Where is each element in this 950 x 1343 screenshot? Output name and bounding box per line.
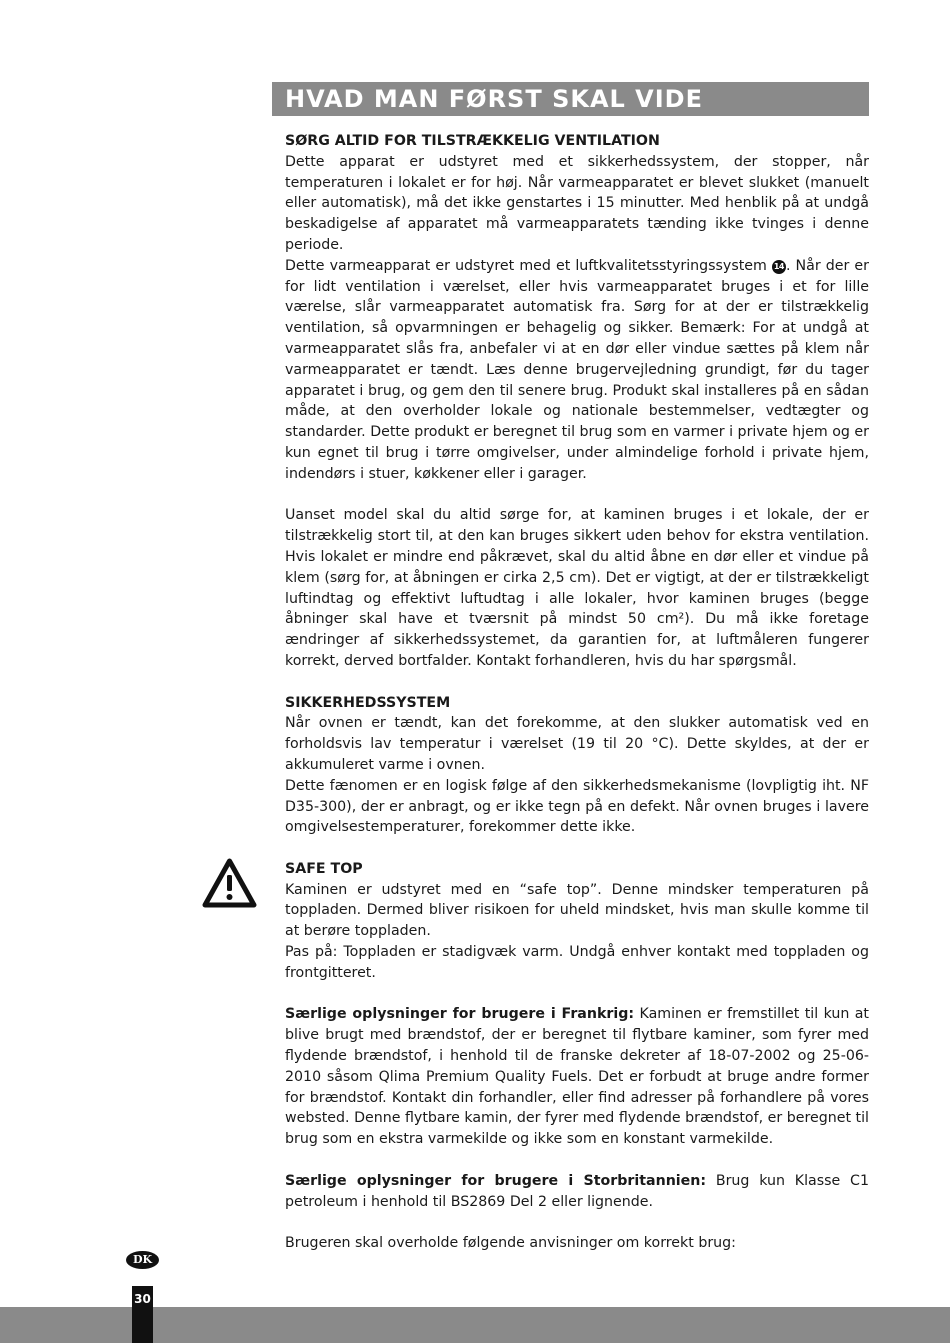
france-info-text: Kaminen er fremstillet til kun at blive brugt med brændstof, der er beregnet til flytbare kaminer, som fyrer med flydende brændstof, i henhold til de franske dekreter af 18-07-2002 og 25-06-2010 såsom Qlima Premium Quality Fuels. Det er forbudt at bruge andre former for brændstof. Kontakt din forhandler, eller find adresser på forhandlere på vores websted. Denne flytbare kamin, der fyrer med flydende brændstof, er beregnet til brug som en ekstra varmekilde og ikke som en konstant varmekilde. — [285, 1006, 869, 1148]
safety-system-heading: SIKKERHEDSSYSTEM — [285, 694, 451, 711]
safe-top-paragraph-1: Kaminen er udstyret med en “safe top”. Denne mindsker temperaturen på toppladen. Dermed bliver risikoen for uheld mindsket, hvis man skulle komme til at berøre toppladen. — [285, 881, 869, 940]
safety-paragraph-2: Dette fænomen er en logisk følge af den sikkerhedsmekanisme (lovpligtig iht. NF D35-300), der er anbragt, og er ikke tegn på en defekt. Når ovnen bruges i lavere omgivelsestemperaturer, forekommer dette ikke. — [285, 777, 869, 836]
france-info-paragraph — [285, 1004, 869, 1150]
ventilation-paragraph-3: Uanset model skal du altid sørge for, at kaminen bruges i et lokale, der er tilstrækkelig stort til, at den kan bruges sikkert uden behov for ekstra ventilation. Hvis lokalet er mindre end påkrævet, skal du altid åbne en dør eller et vindue på klem (sørg for, at åbningen er cirka 2,5 cm). Det er vigtigt, at der er tilstrækkeligt luftindtag og effektivt luftudtag i alle lokaler, hvor kaminen bruges (begge åbninger skal have et tværsnit på mindst 50 cm²). Du må ikke foretage ændringer af sikkerhedssystemet, da garantien for, at luftmåleren fungerer korrekt, derved bortfalder. Kontakt forhandleren, hvis du har spørgsmål. — [285, 507, 869, 669]
uk-info-label: Særlige oplysninger for brugere i Storbritannien: — [285, 1172, 707, 1189]
ventilation-paragraph-1: Dette apparat er udstyret med et sikkerhedssystem, der stopper, når temperaturen i lokalet er for høj. Når varmeapparatet er blevet slukket (manuelt eller automatisk), må det ikke genstartes i 15 minutter. Med henblik på at undgå beskadigelse af apparatet må varmeapparatets tænding ikke tvinges i denne periode. — [285, 153, 869, 253]
safe-top-paragraph-2: Pas på: Toppladen er stadigvæk varm. Undgå enhver kontakt med toppladen og frontgitteret. — [285, 944, 869, 981]
closing-line: Brugeren skal overholde følgende anvisninger om korrekt brug: — [285, 1235, 736, 1252]
ventilation-heading: SØRG ALTID FOR TILSTRÆKKELIG VENTILATION — [285, 133, 660, 149]
spacer — [285, 1150, 869, 1171]
safety-paragraph-1: Når ovnen er tændt, kan det forekomme, at den slukker automatisk ved en forholdsvis lav temperatur i værelset (19 til 20 °C). Dette skyldes, at der er akkumuleret varme i ovnen. — [285, 715, 869, 773]
language-badge: DK — [126, 1251, 159, 1269]
spacer — [285, 672, 869, 693]
spacer — [285, 1212, 869, 1233]
spacer — [285, 838, 869, 859]
uk-info-text: Brug kun Klasse C1 petroleum i henhold til BS2869 Del 2 eller lignende. — [285, 1172, 869, 1210]
page-title: HVAD MAN FØRST SKAL VIDE — [285, 85, 703, 113]
warning-triangle-icon — [202, 858, 257, 908]
ventilation-p2-end: . Når der er for lidt ventilation i værelset, eller hvis varmeapparatet bruges i et for lille værelse, slår varmeapparatet automatisk fra. Sørg for at der er tilstrækkelig ventilation, så opvarmningen er behagelig og sikker. Bemærk: For at undgå at varmeapparatet slås fra, anbefaler vi at en dør eller vindue sættes på klem når varmeapparatet er tændt. Læs denne brugervejledning grundigt, før du tager apparatet i brug, og gem den til senere brug. Produkt skal installeres på en sådan måde, at den overholder lokale og nationale bestemmelser, vedtægter og standarder. Dette produkt er beregnet til brug som en varmer i private hjem og er kun egnet til brug i tørre omgivelser, under almindelige forhold i private hjem, indendørs i stuer, køkkener eller i garager. — [285, 257, 869, 482]
ventilation-paragraph-2 — [285, 256, 869, 485]
ventilation-p2-start: Dette varmeapparat er udstyret med et luftkvalitetsstyringssystem — [285, 257, 772, 274]
uk-info-paragraph — [285, 1171, 869, 1213]
section-title-bar — [272, 82, 869, 116]
safe-top-heading: SAFE TOP — [285, 860, 363, 877]
main-content — [285, 131, 869, 1254]
page-number-tab — [132, 1286, 153, 1343]
france-info-label: Særlige oplysninger for brugere i Frankrig: — [285, 1006, 635, 1023]
page-number: 30 — [134, 1292, 151, 1306]
reference-number-badge: 14 — [772, 260, 786, 274]
spacer — [285, 485, 869, 506]
spacer — [285, 984, 869, 1005]
